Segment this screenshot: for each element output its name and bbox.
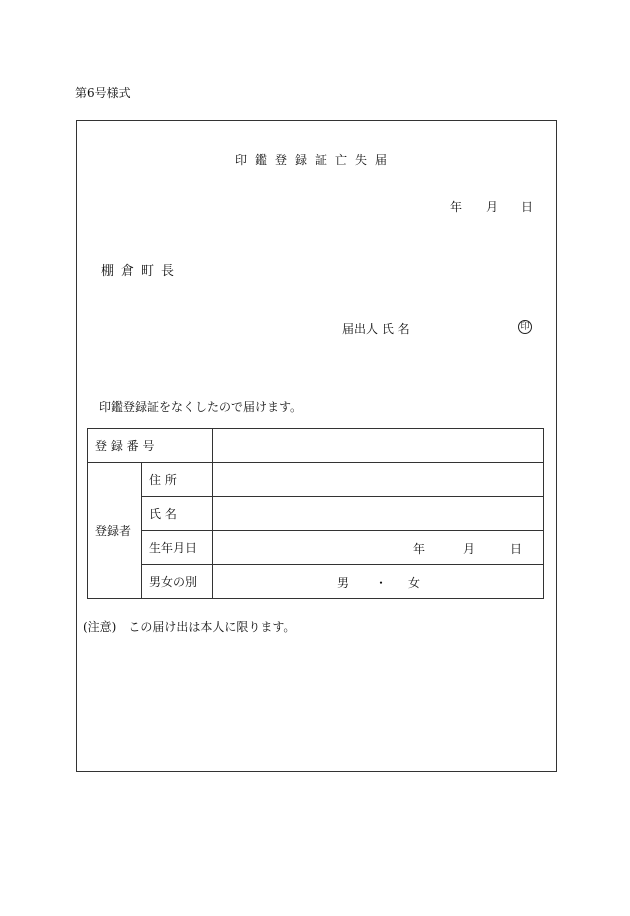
birth-date-field[interactable]	[213, 531, 544, 565]
birth-date-label: 生年月日	[142, 531, 213, 565]
table-row	[88, 531, 544, 565]
name-label: 氏 名	[142, 497, 213, 531]
sex-male-option[interactable]: 男	[337, 576, 350, 590]
applicant-name-label: 届出人 氏 名	[342, 322, 410, 336]
date-month-label: 月	[486, 200, 499, 214]
name-field[interactable]	[213, 497, 544, 531]
sex-separator: ・	[375, 576, 388, 590]
table-row	[88, 497, 544, 531]
date-day-label: 日	[521, 200, 534, 214]
birth-year-label: 年	[413, 542, 426, 556]
addressee: 棚倉町長	[101, 264, 182, 279]
seal-icon: 印	[518, 320, 532, 334]
statement: 印鑑登録証をなくしたので届けます。	[99, 400, 303, 414]
form-number: 第6号様式	[75, 86, 131, 100]
table-row	[88, 463, 544, 497]
registration-table	[87, 428, 544, 599]
address-field[interactable]	[213, 463, 544, 497]
table-row	[88, 429, 544, 463]
sex-field[interactable]	[213, 565, 544, 599]
date-year-label: 年	[450, 200, 463, 214]
registrant-group-label: 登録者	[88, 463, 142, 599]
sex-female-option[interactable]: 女	[408, 576, 421, 590]
note: (注意) この届け出は本人に限ります。	[83, 620, 296, 634]
birth-day-label: 日	[510, 542, 523, 556]
registration-number-label: 登 録 番 号	[88, 429, 213, 463]
form-title: 印鑑登録証亡失届	[234, 153, 395, 167]
address-label: 住 所	[142, 463, 213, 497]
table-row	[88, 565, 544, 599]
birth-month-label: 月	[463, 542, 476, 556]
registration-number-field[interactable]	[213, 429, 544, 463]
sex-label: 男女の別	[142, 565, 213, 599]
